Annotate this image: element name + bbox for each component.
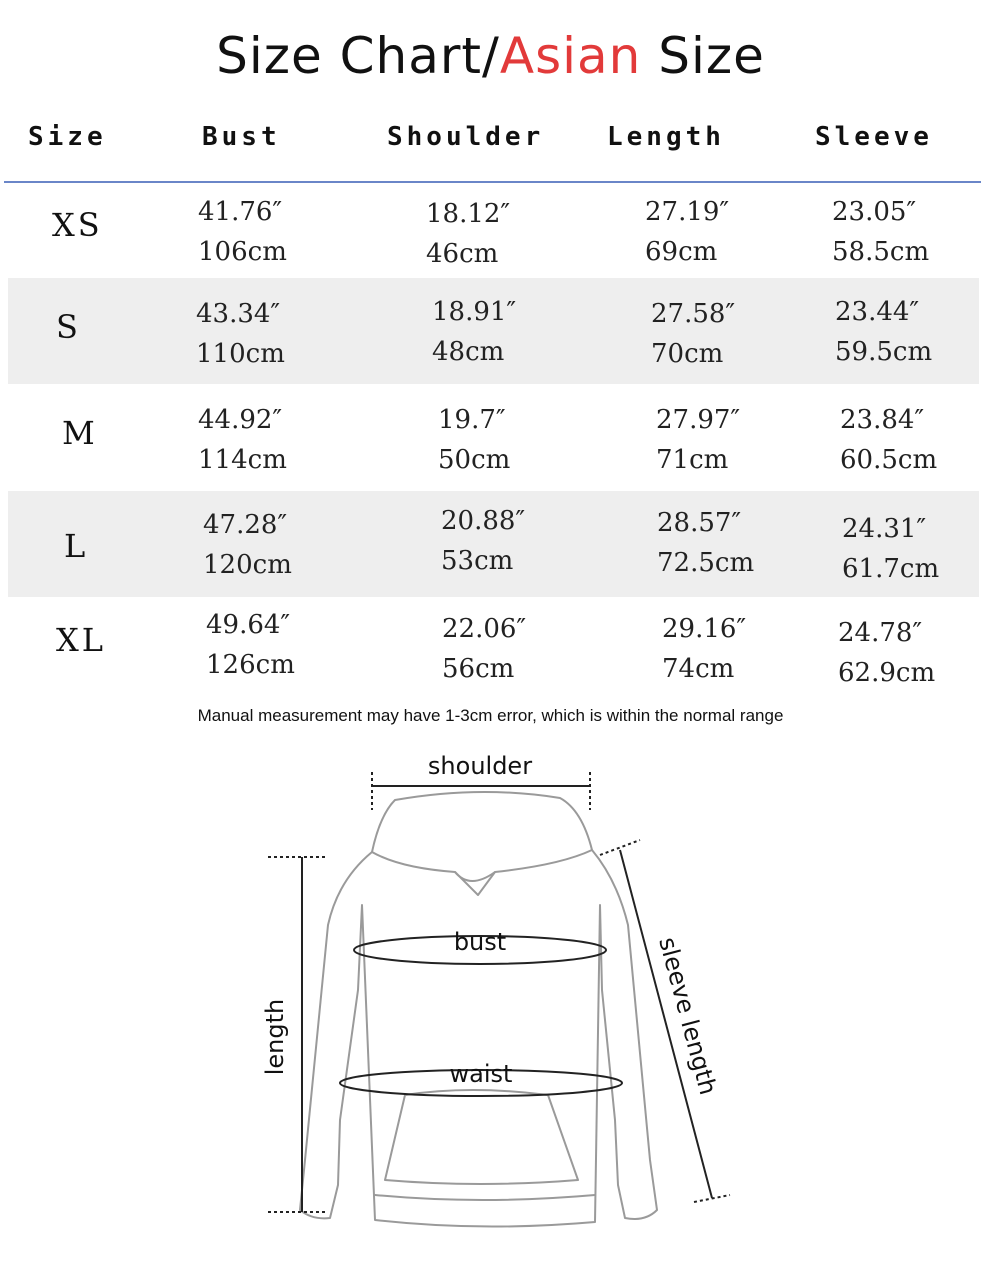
length-cell: 29.16″ 74cm: [662, 614, 747, 684]
title-main: Size Chart/: [216, 27, 500, 85]
table-row: [8, 278, 979, 384]
size-label: S: [56, 308, 81, 346]
shoulder-cell: 18.91″ 48cm: [432, 297, 517, 367]
length-label: length: [261, 998, 289, 1076]
shoulder-cell: 19.7″ 50cm: [438, 405, 511, 475]
table-row: [8, 184, 979, 290]
shoulder-cell: 18.12″ 46cm: [426, 199, 511, 269]
size-label: L: [64, 527, 89, 565]
title-end: Size: [641, 27, 765, 85]
hoodie-measurement-diagram: [0, 740, 981, 1270]
header-sleeve: Sleeve: [815, 122, 933, 152]
header-divider: [4, 181, 981, 183]
length-cell: 27.58″ 70cm: [651, 299, 736, 369]
sleeve-cell: 23.05″ 58.5cm: [832, 197, 930, 267]
header-shoulder: Shoulder: [387, 122, 545, 152]
table-row: [8, 384, 979, 490]
table-row: [8, 597, 979, 703]
length-cell: 28.57″ 72.5cm: [657, 508, 755, 578]
sleeve-cell: 23.84″ 60.5cm: [840, 405, 938, 475]
waist-label: waist: [449, 1060, 513, 1088]
table-header: [0, 112, 981, 172]
title-accent: Asian: [499, 27, 642, 85]
page-title: [0, 26, 981, 86]
bust-cell: 47.28″ 120cm: [203, 510, 292, 580]
table-row: [8, 491, 979, 597]
shoulder-label: shoulder: [427, 752, 533, 780]
measurement-note: Manual measurement may have 1-3cm error, which is within the normal range: [197, 706, 784, 725]
bust-cell: 41.76″ 106cm: [198, 197, 287, 267]
header-size: Size: [28, 122, 107, 152]
bust-cell: 49.64″ 126cm: [206, 610, 295, 680]
sleeve-cell: 23.44″ 59.5cm: [835, 297, 933, 367]
sleeve-length-label: sleeve length: [653, 934, 723, 1098]
length-cell: 27.97″ 71cm: [656, 405, 741, 475]
size-label: XL: [56, 621, 107, 659]
header-length: Length: [607, 122, 725, 152]
bust-label: bust: [453, 928, 507, 956]
header-bust: Bust: [202, 122, 281, 152]
bust-cell: 44.92″ 114cm: [198, 405, 287, 475]
size-label: M: [62, 414, 98, 452]
sleeve-cell: 24.31″ 61.7cm: [842, 514, 940, 584]
shoulder-cell: 20.88″ 53cm: [441, 506, 526, 576]
shoulder-cell: 22.06″ 56cm: [442, 614, 527, 684]
hoodie-illustration: [0, 740, 981, 1270]
bust-cell: 43.34″ 110cm: [196, 299, 285, 369]
size-label: XS: [52, 206, 103, 244]
sleeve-cell: 24.78″ 62.9cm: [838, 618, 936, 688]
length-cell: 27.19″ 69cm: [645, 197, 730, 267]
